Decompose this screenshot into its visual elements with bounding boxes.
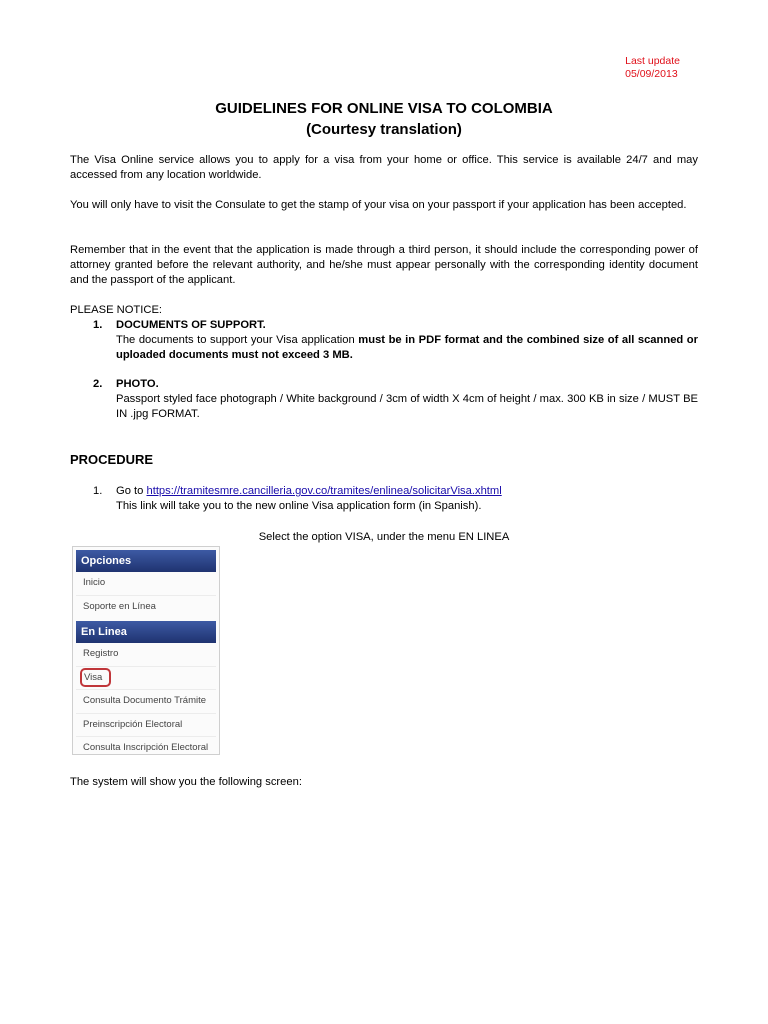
documents-text: The documents to support your Visa application xyxy=(116,334,359,346)
intro-paragraph: The Visa Online service allows you to apply for a visa from your home or office. This service is available 24/7 and may accessed from any location worldwide. xyxy=(70,154,698,181)
menu-item-preinscripcion: Preinscripción Electoral xyxy=(76,714,216,738)
list-item-photo xyxy=(70,377,698,422)
select-instruction: Select the option VISA, under the menu EN LINEA xyxy=(258,531,510,543)
visa-application-link[interactable]: https://tramitesmre.cancilleria.gov.co/tramites/enlinea/solicitarVisa.xhtml xyxy=(146,485,502,497)
third-person-paragraph: Remember that in the event that the application is made through a third person, it should include the corresponding power of attorney granted before the relevant authority, and he/she must appear personally with the corresponding identity document and the passport of the applicant. xyxy=(70,244,698,286)
documents-heading: DOCUMENTS OF SUPPORT. xyxy=(116,319,266,331)
title-line-2: (Courtesy translation) xyxy=(306,121,462,138)
menu-item-consulta-documento: Consulta Documento Trámite xyxy=(76,690,216,714)
list-item-documents xyxy=(70,318,698,363)
documents-requirement: must be in PDF format and the combined size of all scanned or uploaded documents must not exceed 3 MB. xyxy=(116,334,698,361)
step-number: 1. xyxy=(93,485,103,497)
procedure-step-1 xyxy=(70,484,698,514)
notice-heading: PLEASE NOTICE: xyxy=(70,304,163,316)
document-title xyxy=(70,98,698,140)
menu-screenshot xyxy=(72,546,220,755)
menu-item-visa xyxy=(76,667,216,691)
procedure-heading: PROCEDURE xyxy=(70,452,154,467)
menu-header-en-linea: En Linea xyxy=(76,621,216,643)
title-line-1: GUIDELINES FOR ONLINE VISA TO COLOMBIA xyxy=(215,100,553,117)
photo-heading: PHOTO. xyxy=(116,378,159,390)
consulate-paragraph: You will only have to visit the Consulate to get the stamp of your visa on your passport if your application has been accepted. xyxy=(70,199,687,211)
list-number: 1. xyxy=(93,319,103,331)
last-update xyxy=(625,55,680,81)
menu-item-soporte: Soporte en Línea xyxy=(83,600,156,612)
menu-header-opciones: Opciones xyxy=(76,550,216,572)
menu-item-consulta-inscripcion: Consulta Inscripción Electoral xyxy=(83,742,209,753)
step-prefix: Go to xyxy=(116,485,147,497)
last-update-date: 05/09/2013 xyxy=(625,68,678,80)
step-note: This link will take you to the new online Visa application form (in Spanish). xyxy=(116,500,482,512)
last-update-label: Last update xyxy=(625,55,680,67)
list-number: 2. xyxy=(93,378,103,390)
photo-text: Passport styled face photograph / White background / 3cm of width X 4cm of height / max. 300 KB in size / MUST BE IN .jpg FORMAT. xyxy=(116,393,698,420)
system-note: The system will show you the following screen: xyxy=(70,776,302,788)
menu-item-inicio: Inicio xyxy=(76,572,216,596)
menu-item-registro: Registro xyxy=(76,643,216,667)
visa-highlight: Visa xyxy=(80,668,111,687)
